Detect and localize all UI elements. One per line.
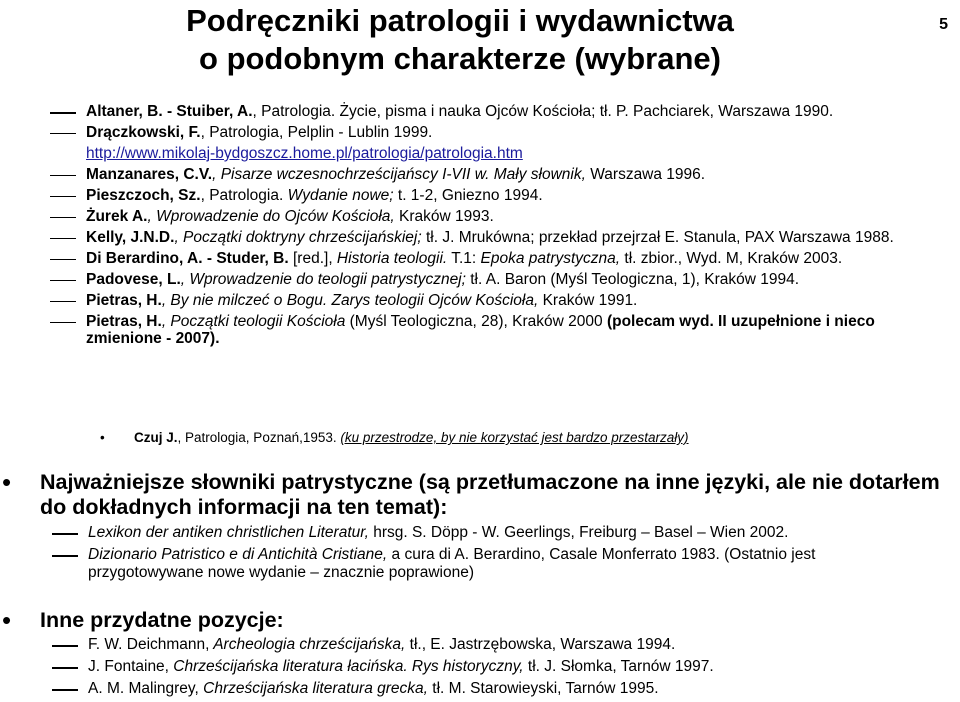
other-list xyxy=(52,636,912,698)
author: Pieszczoch, Sz. xyxy=(86,186,201,204)
list-item xyxy=(50,208,930,226)
list-item xyxy=(52,658,912,676)
bibliography-list xyxy=(50,103,930,351)
entry-text: , Patrologia, Poznań,1953. xyxy=(177,430,337,445)
entry-title: , Wprowadzenie do Ojców Kościoła, xyxy=(147,207,395,225)
section-heading xyxy=(0,605,940,635)
page-number: 5 xyxy=(939,16,948,33)
list-item xyxy=(52,636,912,654)
bullet-icon: • xyxy=(100,430,105,445)
entry-title: , By nie milczeć o Bogu. Zarys teologii Ojców Kościoła, xyxy=(161,291,539,309)
section-heading xyxy=(0,467,940,520)
author: Di Berardino, A. - Studer, B. xyxy=(86,249,289,267)
extra-item xyxy=(100,430,689,446)
patrologia-link[interactable]: http://www.mikolaj-bydgoszcz.home.pl/patrologia/patrologia.htm xyxy=(86,144,523,162)
entry-text: A. M. Malingrey, xyxy=(88,680,199,697)
entry-text: tł. A. Baron (Myśl Teologiczna, 1), Kraków 1994. xyxy=(465,270,800,288)
other-section xyxy=(0,605,960,702)
dictionaries-list xyxy=(52,524,912,582)
dictionaries-section xyxy=(0,467,960,586)
entry-text: tł. J. Mrukówna; przekład przejrzał E. Stanula, PAX Warszawa 1988. xyxy=(421,228,894,246)
author: Pietras, H. xyxy=(86,291,162,309)
warning-note: (ku przestrodze, by nie korzystać jest bardzo przestarzały) xyxy=(340,430,689,445)
entry-text: [red.], xyxy=(288,249,333,267)
entry-title: Lexikon der antiken christlichen Literatur, xyxy=(88,524,369,541)
recommendation: (polecam wyd. II uzupełnione i nieco zmienione - 2007). xyxy=(86,312,875,348)
entry-text: tł. zbior., Wyd. M, Kraków 2003. xyxy=(620,249,843,267)
entry-text: F. W. Deichmann, xyxy=(88,636,210,653)
entry-text: , Patrologia, Pelplin - Lublin 1999. xyxy=(200,123,433,141)
entry-title: Chrześcijańska literatura grecka, xyxy=(198,680,428,697)
list-item xyxy=(50,250,930,268)
entry-text: (Myśl Teologiczna, 28), Kraków 2000 xyxy=(345,312,603,330)
author: Altaner, B. - Stuiber, A. xyxy=(86,103,253,120)
entry-text: T.1: xyxy=(447,249,477,267)
title-line-2: o podobnym charakterze (wybrane) xyxy=(199,41,721,76)
entry-title: Epoka patrystyczna, xyxy=(476,249,621,267)
entry-text: , Patrologia. xyxy=(200,186,284,204)
list-item xyxy=(50,124,930,142)
big-bullet-icon: • xyxy=(2,467,12,497)
entry-text: t. 1-2, Gniezno 1994. xyxy=(393,186,543,204)
title-line-1: Podręczniki patrologii i wydawnictwa xyxy=(186,3,734,38)
entry-title: Historia teologii. xyxy=(332,249,448,267)
author: Pietras, H. xyxy=(86,312,162,330)
entry-title: Wydanie nowe; xyxy=(283,186,394,204)
author: Drączkowski, F. xyxy=(86,123,201,141)
entry-text: Warszawa 1996. xyxy=(585,165,706,183)
list-item xyxy=(50,166,930,184)
list-item xyxy=(50,103,930,121)
list-item xyxy=(50,187,930,205)
entry-text: Kraków 1991. xyxy=(538,291,638,309)
list-item xyxy=(52,524,912,542)
author: Żurek A. xyxy=(86,207,148,225)
entry-title: , Pisarze wczesnochrześcijańscy I-VII w. Mały słownik, xyxy=(212,165,586,183)
big-bullet-icon: • xyxy=(2,605,12,635)
list-item xyxy=(52,680,912,698)
entry-text: , Patrologia. Życie, pisma i nauka Ojców Kościoła; tł. P. Pachciarek, Warszawa 1990. xyxy=(252,103,834,120)
list-item xyxy=(50,292,930,310)
entry-text: J. Fontaine, xyxy=(88,658,169,675)
entry-text: tł. M. Starowieyski, Tarnów 1995. xyxy=(427,680,659,697)
entry-text: a cura di A. Berardino, Casale Monferrato 1983. (Ostatnio jest przygotowywane nowe wydanie – znacznie poprawione) xyxy=(88,546,816,581)
author: Manzanares, C.V. xyxy=(86,165,213,183)
entry-text: hrsg. S. Döpp - W. Geerlings, Freiburg – Basel – Wien 2002. xyxy=(368,524,789,541)
entry-title: , Początki doktryny chrześcijańskiej; xyxy=(174,228,422,246)
entry-title: Chrześcijańska literatura łacińska. Rys historyczny, xyxy=(169,658,524,675)
list-item xyxy=(50,229,930,247)
entry-title: Dizionario Patristico e di Antichità Cristiane, xyxy=(88,546,388,563)
list-item xyxy=(50,271,930,289)
list-item xyxy=(50,313,930,348)
section-heading-text: Inne przydatne pozycje: xyxy=(40,608,284,632)
entry-text: Kraków 1993. xyxy=(394,207,494,225)
page-title xyxy=(0,2,920,78)
list-item xyxy=(50,145,930,163)
author: Padovese, L. xyxy=(86,270,181,288)
list-item xyxy=(52,546,912,582)
author: Kelly, J.N.D. xyxy=(86,228,175,246)
entry-text: tł., E. Jastrzębowska, Warszawa 1994. xyxy=(405,636,676,653)
author: Czuj J. xyxy=(134,430,178,445)
section-heading-text: Najważniejsze słowniki patrystyczne (są przetłumaczone na inne języki, ale nie dotarłem do dokładnych informacji na ten temat): xyxy=(40,470,940,519)
entry-title: , Początki teologii Kościoła xyxy=(161,312,346,330)
entry-text: tł. J. Słomka, Tarnów 1997. xyxy=(523,658,714,675)
entry-title: Archeologia chrześcijańska, xyxy=(209,636,406,653)
entry-title: , Wprowadzenie do teologii patrystycznej; xyxy=(180,270,466,288)
